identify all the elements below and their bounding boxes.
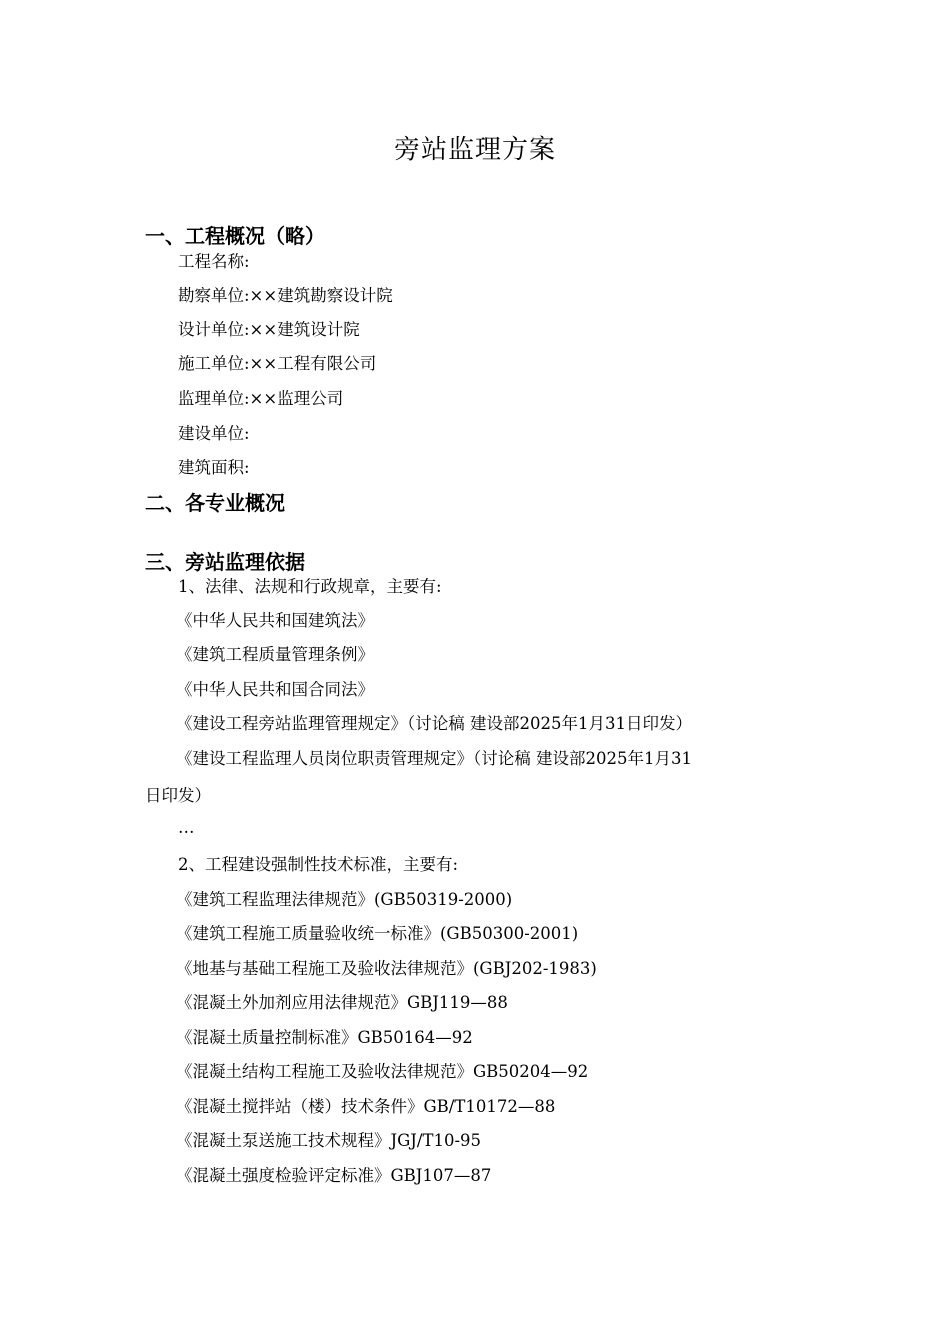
construction-unit-line: 施工单位:××工程有限公司 bbox=[178, 354, 377, 373]
section-heading-disciplines: 二、各专业概况 bbox=[145, 491, 285, 515]
standard-item: 《混凝土泵送施工技术规程》JGJ/T10-95 bbox=[176, 1131, 482, 1150]
law-item-continuation: 日印发） bbox=[145, 786, 211, 805]
supervision-unit-line: 监理单位:××监理公司 bbox=[178, 389, 344, 408]
standard-item: 《建筑工程监理法律规范》(GB50319-2000) bbox=[176, 890, 513, 909]
law-item: 《建设工程旁站监理管理规定》（讨论稿 建设部2025年1月31日印发） bbox=[176, 714, 692, 733]
standard-item: 《建筑工程施工质量验收统一标准》(GB50300-2001) bbox=[176, 924, 579, 943]
law-item: 《中华人民共和国合同法》 bbox=[176, 680, 374, 699]
owner-unit-line: 建设单位: bbox=[178, 424, 250, 443]
standard-item: 《地基与基础工程施工及验收法律规范》(GBJ202-1983) bbox=[176, 959, 597, 978]
standard-item: 《混凝土强度检验评定标准》GBJ107—87 bbox=[176, 1166, 492, 1185]
standard-item: 《混凝土外加剂应用法律规范》GBJ119—88 bbox=[176, 993, 508, 1012]
document-title: 旁站监理方案 bbox=[393, 135, 556, 165]
law-item: 《建设工程监理人员岗位职责管理规定》（讨论稿 建设部2025年1月31 bbox=[176, 749, 692, 768]
ellipsis: … bbox=[178, 818, 195, 837]
standard-item: 《混凝土质量控制标准》GB50164—92 bbox=[176, 1028, 473, 1047]
survey-unit-line: 勘察单位:××建筑勘察设计院 bbox=[178, 286, 393, 305]
project-name-line: 工程名称: bbox=[178, 252, 250, 271]
standard-item: 《混凝土结构工程施工及验收法律规范》GB50204—92 bbox=[176, 1062, 589, 1081]
standards-intro: 2、工程建设强制性技术标准，主要有: bbox=[178, 855, 459, 874]
laws-intro: 1、法律、法规和行政规章，主要有: bbox=[178, 577, 442, 596]
law-item: 《建筑工程质量管理条例》 bbox=[176, 645, 374, 664]
law-item: 《中华人民共和国建筑法》 bbox=[176, 611, 374, 630]
building-area-line: 建筑面积: bbox=[178, 458, 250, 477]
standard-item: 《混凝土搅拌站（楼）技术条件》GB/T10172—88 bbox=[176, 1097, 556, 1116]
design-unit-line: 设计单位:××建筑设计院 bbox=[178, 320, 360, 339]
section-heading-basis: 三、旁站监理依据 bbox=[145, 550, 305, 574]
section-heading-overview: 一、工程概况（略） bbox=[145, 224, 325, 248]
